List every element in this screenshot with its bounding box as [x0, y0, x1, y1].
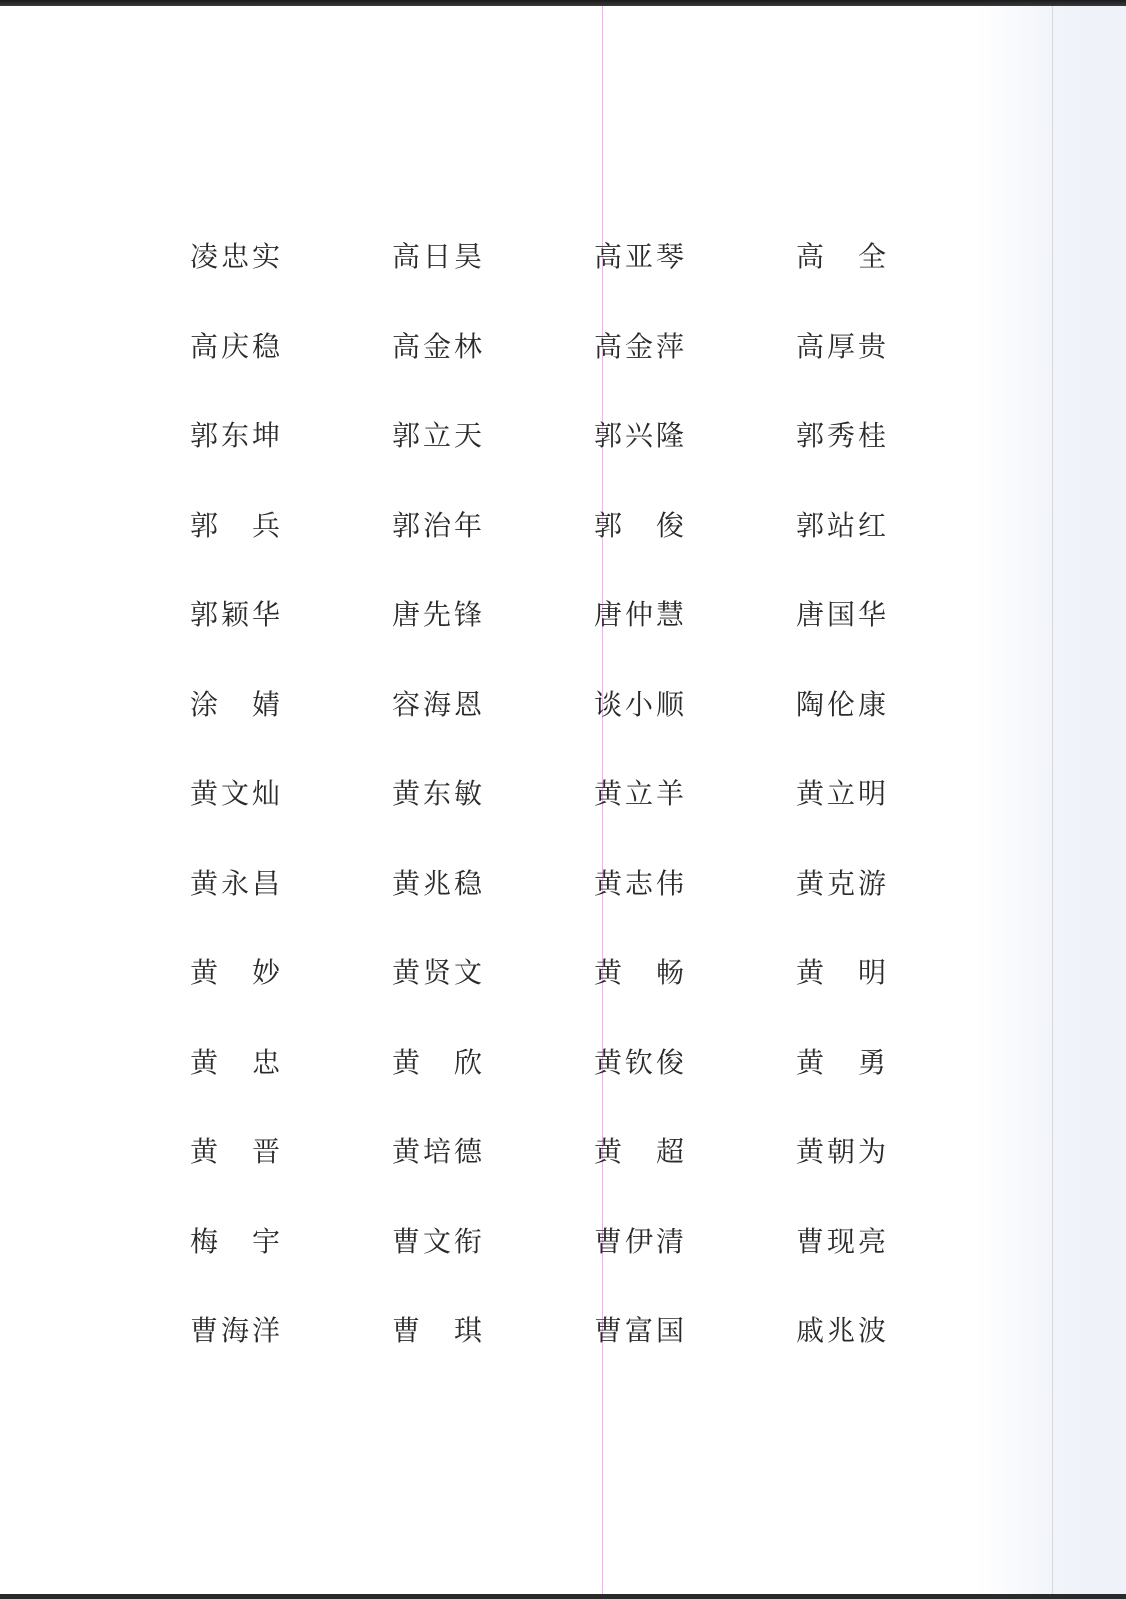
- name-entry: 谈 小 顺: [594, 687, 684, 721]
- name-entry: 黄 明: [796, 956, 886, 989]
- name-entry: 郭 立 天: [392, 419, 482, 452]
- name-entry: 高 金 萍: [594, 329, 684, 363]
- name-entry: 凌 忠 实: [190, 240, 280, 273]
- name-entry: 郭 俊: [594, 508, 684, 542]
- name-entry: 高 金 林: [392, 329, 482, 363]
- name-entry: 黄 贤 文: [392, 956, 482, 989]
- name-entry: 黄 勇: [796, 1045, 886, 1079]
- name-entry: 黄 欣: [392, 1045, 482, 1079]
- name-entry: 郭 治 年: [392, 508, 482, 542]
- name-entry: 曹 文 衔: [392, 1224, 482, 1258]
- name-entry: 黄 晋: [190, 1135, 280, 1168]
- name-entry: 黄 兆 稳: [392, 866, 482, 900]
- name-entry: 曹 富 国: [594, 1314, 684, 1347]
- name-entry: 梅 宇: [190, 1224, 280, 1258]
- name-entry: 高 庆 稳: [190, 329, 280, 363]
- name-entry: 黄 超: [594, 1135, 684, 1168]
- name-entry: 黄 妙: [190, 956, 280, 989]
- scan-artifact-line: [1052, 6, 1053, 1594]
- name-entry: 黄 钦 俊: [594, 1045, 684, 1079]
- name-entry: 郭 兴 隆: [594, 419, 684, 452]
- name-entry: 黄 朝 为: [796, 1135, 886, 1168]
- name-entry: 唐 仲 慧: [594, 598, 684, 631]
- name-entry: 曹 海 洋: [190, 1314, 280, 1347]
- name-entry: 高 日 昊: [392, 240, 482, 273]
- name-list: [190, 237, 990, 1401]
- name-entry: 黄 志 伟: [594, 866, 684, 900]
- name-entry: 曹 伊 清: [594, 1224, 684, 1258]
- name-entry: 唐 国 华: [796, 598, 886, 631]
- name-entry: 曹 琪: [392, 1314, 482, 1347]
- name-entry: 戚 兆 波: [796, 1314, 886, 1347]
- name-entry: 黄 畅: [594, 956, 684, 989]
- scan-edge-top: [0, 0, 1126, 6]
- name-entry: 容 海 恩: [392, 687, 482, 721]
- scan-edge-bottom: [0, 1594, 1126, 1599]
- name-entry: 郭 颖 华: [190, 598, 280, 631]
- name-entry: 黄 培 德: [392, 1135, 482, 1168]
- name-entry: 黄 永 昌: [190, 866, 280, 900]
- name-entry: 郭 站 红: [796, 508, 886, 542]
- name-entry: 高 厚 贵: [796, 329, 886, 363]
- name-entry: 高 全: [796, 240, 886, 273]
- name-entry: 郭 兵: [190, 508, 280, 542]
- name-entry: 郭 东 坤: [190, 419, 280, 452]
- name-entry: 黄 立 明: [796, 777, 886, 810]
- name-entry: 曹 现 亮: [796, 1224, 886, 1258]
- name-entry: 涂 婧: [190, 687, 280, 721]
- name-entry: 郭 秀 桂: [796, 419, 886, 452]
- name-entry: 黄 文 灿: [190, 777, 280, 810]
- name-entry: 唐 先 锋: [392, 598, 482, 631]
- name-entry: 高 亚 琴: [594, 240, 684, 273]
- scan-shade-right: [976, 6, 1126, 1594]
- name-entry: 黄 立 羊: [594, 777, 684, 810]
- name-entry: 黄 东 敏: [392, 777, 482, 810]
- name-entry: 陶 伦 康: [796, 687, 886, 721]
- name-entry: 黄 克 游: [796, 866, 886, 900]
- name-entry: 黄 忠: [190, 1045, 280, 1079]
